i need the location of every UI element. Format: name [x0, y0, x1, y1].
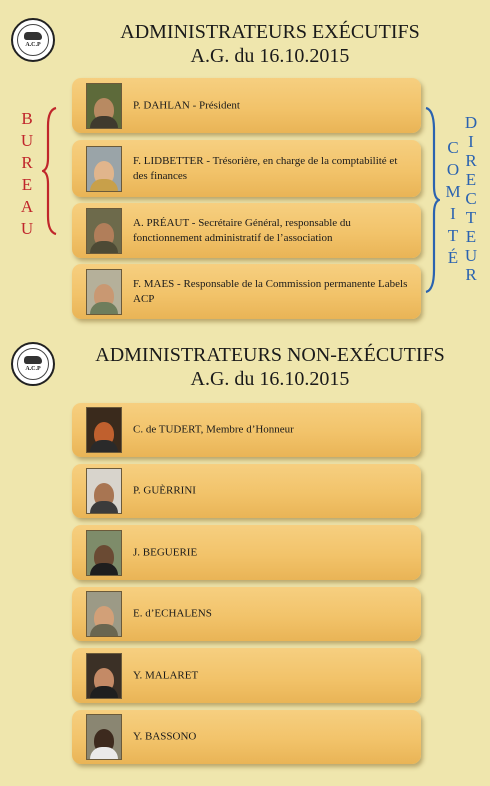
- exec-card-preaut: [72, 203, 421, 258]
- comite-letter: I: [450, 204, 456, 223]
- member-text: E. d’ECHALENS: [133, 607, 212, 620]
- directeur-letter: E: [465, 170, 477, 189]
- logo-text: A.C.P: [25, 42, 41, 48]
- member-text: F. LIDBETTER - Trésorière, en charge de la comptabilité et des finances: [133, 154, 398, 182]
- bureau-letter: B: [21, 109, 33, 128]
- comite-brace: [424, 106, 440, 294]
- cheetah-icon-2: [24, 356, 42, 364]
- bureau-letter: U: [20, 131, 34, 150]
- member-photo: [86, 591, 122, 637]
- nonexec-card-echalens: [72, 587, 421, 641]
- directeur-letter: R: [465, 265, 477, 284]
- member-photo: [86, 530, 122, 576]
- member-text: Y. MALARET: [133, 669, 199, 681]
- nonexec-title: ADMINISTRATEURS NON-EXÉCUTIFS: [95, 344, 445, 366]
- member-photo: [86, 653, 122, 699]
- directeur-letter: I: [468, 132, 474, 151]
- logo-text-2: A.C.P: [25, 366, 41, 372]
- cheetah-icon: [24, 32, 42, 40]
- acp-logo-2: [11, 342, 55, 386]
- member-photo: [86, 146, 122, 192]
- member-photo: [86, 714, 122, 760]
- member-text: Y. BASSONO: [133, 730, 197, 743]
- comite-label: [443, 137, 463, 269]
- bureau-letter: A: [20, 197, 34, 216]
- member-text: P. GUÈRRINI: [133, 484, 196, 497]
- member-text: F. MAES - Responsable de la Commission permanente Labels ACP: [133, 277, 408, 305]
- member-photo: [86, 208, 122, 254]
- member-photo: [86, 468, 122, 514]
- bureau-brace: [42, 106, 58, 236]
- bureau-letter: E: [21, 175, 33, 194]
- directeur-letter: E: [465, 227, 477, 246]
- member-text: A. PRÉAUT - Secrétaire Général, responsable du fonctionnement administratif de l’association: [133, 216, 351, 244]
- directeur-letter: D: [464, 113, 478, 132]
- comite-letter: M: [445, 182, 461, 201]
- member-photo: [86, 269, 122, 315]
- nonexec-card-beguerie: [72, 525, 421, 580]
- directeur-letter: U: [464, 246, 478, 265]
- directeur-letter: R: [465, 151, 477, 170]
- comite-letter: O: [446, 160, 460, 179]
- comite-letter: T: [447, 226, 459, 245]
- bureau-letter: R: [21, 153, 33, 172]
- member-photo: [86, 407, 122, 453]
- member-text: J. BEGUERIE: [133, 546, 198, 558]
- nonexec-card-malaret: [72, 648, 421, 703]
- directeur-label: [461, 113, 481, 284]
- member-text: P. DAHLAN - Président: [133, 99, 240, 111]
- exec-subtitle: A.G. du 16.10.2015: [190, 45, 350, 67]
- nonexec-heading: [70, 343, 470, 391]
- bureau-label: [17, 108, 37, 240]
- member-text: C. de TUDERT, Membre d’Honneur: [133, 423, 294, 436]
- bureau-letter: U: [20, 219, 34, 238]
- directeur-letter: C: [465, 189, 477, 208]
- nonexec-card-tudert: [72, 403, 421, 457]
- nonexec-subtitle: A.G. du 16.10.2015: [190, 368, 350, 390]
- exec-card-maes: [72, 264, 421, 319]
- comite-letter: É: [447, 248, 459, 267]
- exec-card-lidbetter: [72, 140, 421, 197]
- comite-letter: C: [447, 138, 459, 157]
- exec-card-dahlan: [72, 78, 421, 133]
- acp-logo: [11, 18, 55, 62]
- logo-inner-2: [17, 348, 49, 380]
- nonexec-card-bassono: [72, 710, 421, 764]
- directeur-letter: T: [465, 208, 477, 227]
- logo-inner: [17, 24, 49, 56]
- nonexec-card-guerrini: [72, 464, 421, 518]
- member-photo: [86, 83, 122, 129]
- exec-heading: [70, 20, 470, 68]
- exec-title: ADMINISTRATEURS EXÉCUTIFS: [120, 21, 420, 43]
